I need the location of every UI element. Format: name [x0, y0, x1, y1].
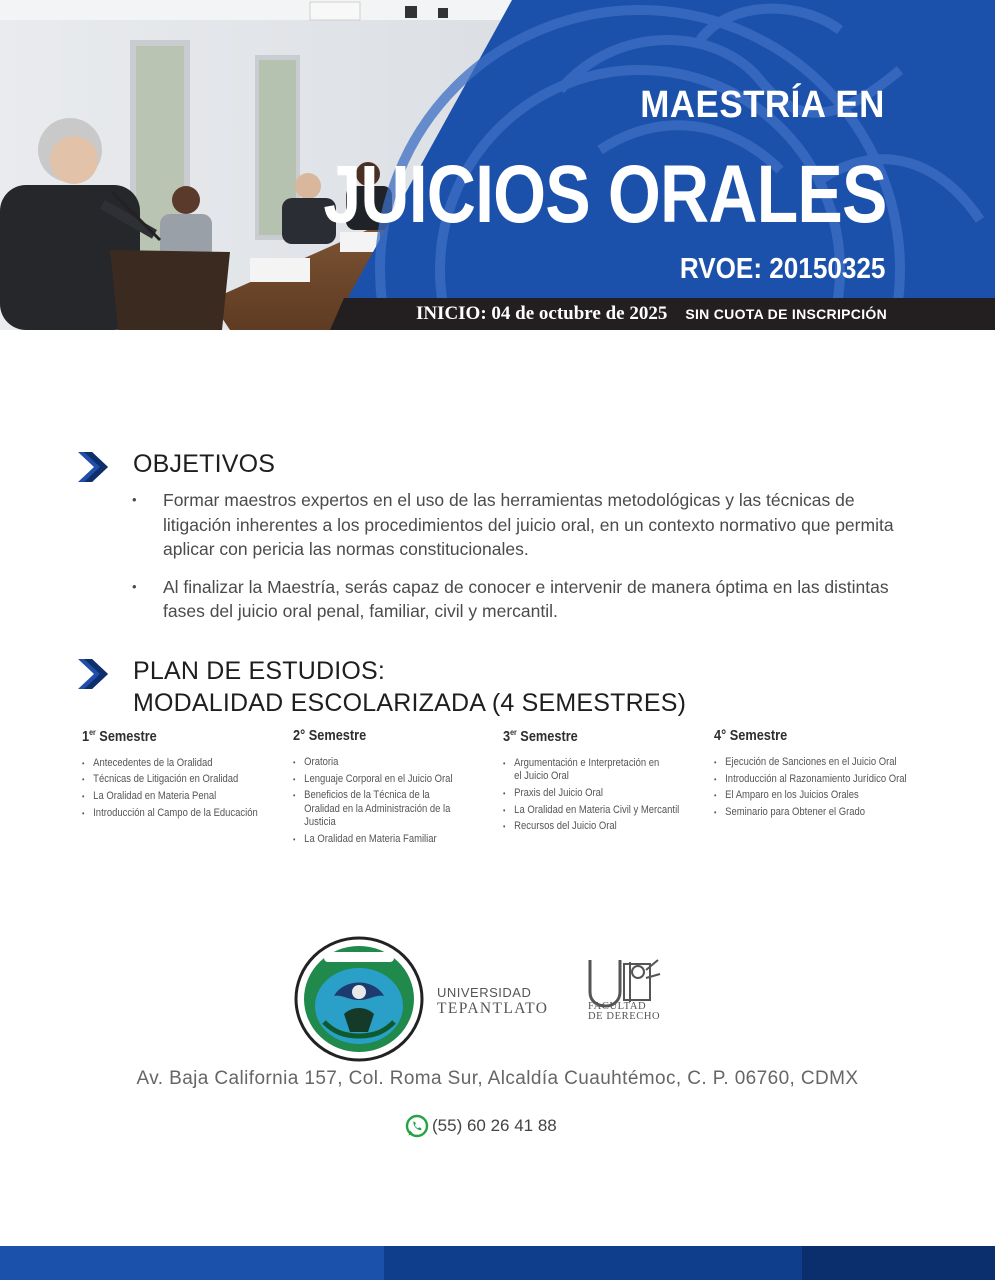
- whatsapp-icon: [405, 1114, 429, 1138]
- list-item: • Formar maestros expertos en el uso de las herramientas metodológicas y las técnicas de litigación inherentes a los procedimientos del juicio oral, en un contexto normativo que permita aplicar con pericia las normas constitucionales.: [130, 488, 910, 562]
- bottom-color-bar: [0, 1246, 995, 1280]
- semester-heading: 4° Semestre: [714, 728, 788, 744]
- title-line1: MAESTRÍA EN: [640, 84, 885, 126]
- header-banner: [0, 0, 995, 330]
- faculty-line2: DE DERECHO: [588, 1011, 661, 1022]
- faculty-name: [588, 1002, 660, 1022]
- semester-2: [293, 728, 503, 850]
- phone-number[interactable]: (55) 60 26 41 88: [432, 1116, 557, 1135]
- objetivos-title: OBJETIVOS: [133, 450, 276, 478]
- semester-4: [714, 728, 924, 822]
- address: Av. Baja California 157, Col. Roma Sur, Alcaldía Cuauhtémoc, C. P. 06760, CDMX: [136, 1068, 859, 1089]
- list-item: • Ejecución de Sanciones en el Juicio Oral: [714, 756, 923, 770]
- list-item: • Antecedentes de la Oralidad: [82, 757, 291, 771]
- list-item: • Introducción al Campo de la Educación: [82, 807, 291, 821]
- title-line2: JUICIOS ORALES: [323, 149, 887, 240]
- list-item: • Seminario para Obtener el Grado: [714, 806, 923, 820]
- bottom-bar-segment: [0, 1246, 384, 1280]
- semester-1: [82, 728, 292, 823]
- semester-subjects: [714, 756, 924, 819]
- list-item: • La Oralidad en Materia Penal: [82, 790, 291, 804]
- list-item: • Praxis del Juicio Oral: [503, 787, 712, 801]
- bottom-bar-segment: [802, 1246, 995, 1280]
- phone-contact[interactable]: [405, 1114, 557, 1138]
- university-line1: UNIVERSIDAD: [437, 985, 532, 1000]
- list-item: • Introducción al Razonamiento Jurídico Oral: [714, 773, 923, 787]
- university-name: [437, 985, 548, 1017]
- list-item: • Lenguaje Corporal en el Juicio Oral: [293, 773, 502, 787]
- semesters-grid: [82, 728, 942, 848]
- faculty-line1: FACULTAD: [588, 1001, 647, 1012]
- list-item: • Argumentación e Interpretación en el Juicio Oral: [503, 757, 660, 784]
- banner-text: [416, 303, 887, 325]
- list-item: • La Oralidad en Materia Familiar: [293, 833, 502, 847]
- list-item: • Beneficios de la Técnica de la Oralidad en la Administración de la Justicia: [293, 789, 468, 830]
- semester-subjects: [293, 756, 503, 847]
- semester-heading: 2° Semestre: [293, 728, 367, 744]
- rvoe-label: RVOE: 20150325: [679, 253, 885, 285]
- no-fee-label: SIN CUOTA DE INSCRIPCIÓN: [685, 306, 887, 322]
- semester-heading: 1er Semestre: [82, 728, 157, 745]
- objetivos-list: [130, 488, 910, 637]
- bottom-bar-segment: [384, 1246, 802, 1280]
- objetivos-heading: [78, 448, 275, 482]
- semester-3: [503, 728, 713, 837]
- chevron-right-icon: [78, 659, 112, 689]
- university-seal-logo: [294, 936, 424, 1062]
- list-item: • Al finalizar la Maestría, serás capaz de conocer e intervenir de manera óptima en las distintas fases del juicio oral penal, familiar, civil y mercantil.: [130, 575, 910, 624]
- list-item: • La Oralidad en Materia Civil y Mercantil: [503, 804, 712, 818]
- plan-title: [133, 655, 686, 719]
- list-item: • Oratoria: [293, 756, 502, 770]
- list-item: • Recursos del Juicio Oral: [503, 820, 712, 834]
- plan-title-line2: MODALIDAD ESCOLARIZADA (4 SEMESTRES): [133, 689, 687, 717]
- list-item: • El Amparo en los Juicios Orales: [714, 789, 923, 803]
- plan-heading: [78, 655, 686, 719]
- start-date: INICIO: 04 de octubre de 2025: [415, 303, 668, 324]
- plan-title-line1: PLAN DE ESTUDIOS:: [133, 657, 386, 685]
- semester-heading: 3er Semestre: [503, 728, 578, 745]
- semester-subjects: [503, 757, 713, 834]
- list-item: • Técnicas de Litigación en Oralidad: [82, 773, 291, 787]
- university-line2: TEPANTLATO: [437, 1000, 549, 1017]
- semester-subjects: [82, 757, 292, 820]
- chevron-right-icon: [78, 452, 112, 482]
